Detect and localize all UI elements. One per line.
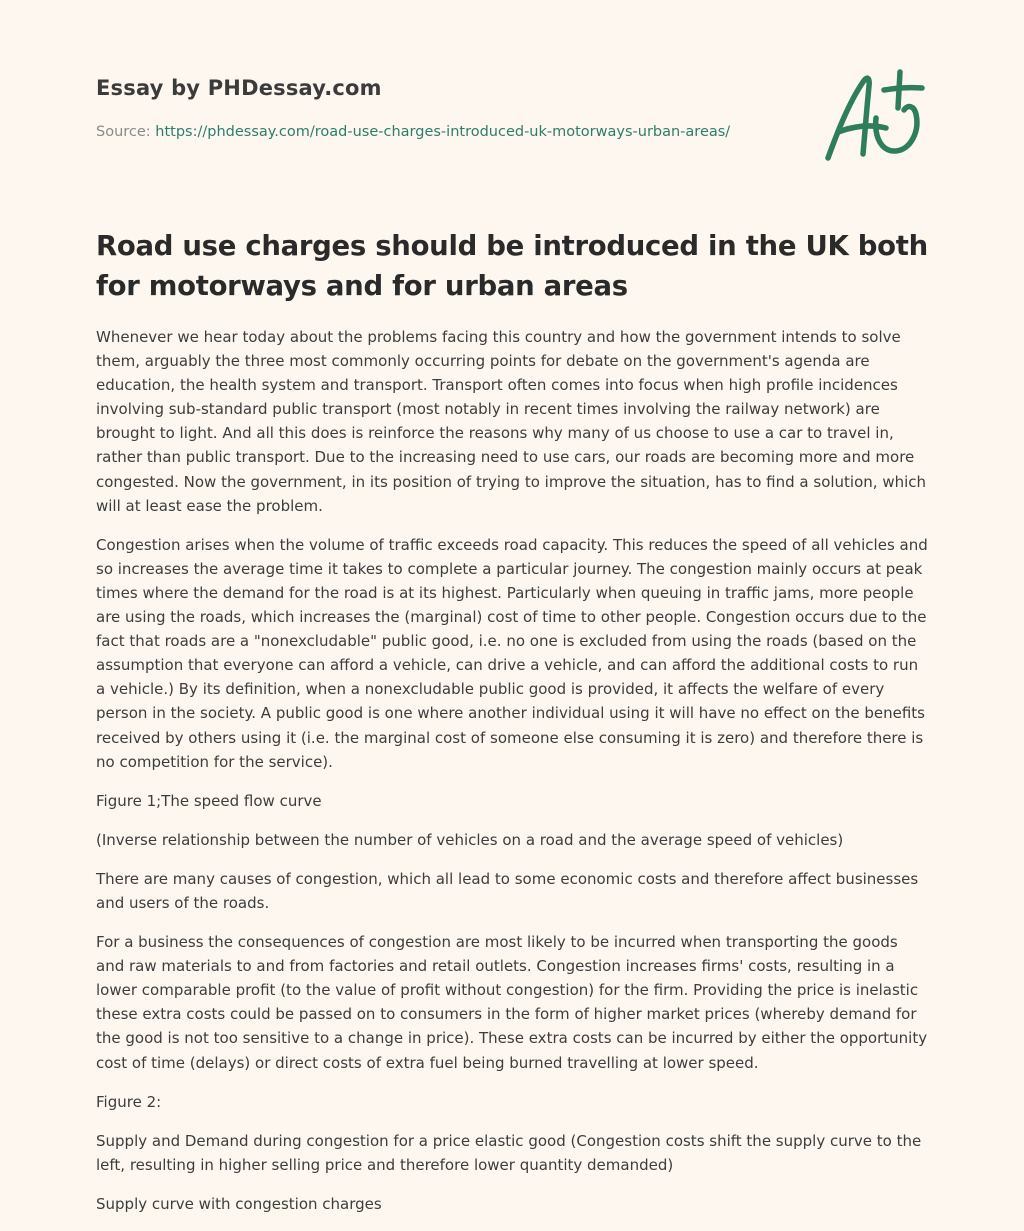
paragraph: Congestion arises when the volume of traffic exceeds road capacity. This reduces the speed of all vehicles and so increases the average time it takes to complete a particular journey. The congestion mainly occurs at peak times where the demand for the road is at its highest. Particularly when queuing in traffic jams, more people are using the roads, which increases the (marginal) cost of time to other people. Congestion occurs due to the fact that roads are a "nonexcludable" public good, i.e. no one is excluded from using the roads (based on the assumption that everyone can afford a vehicle, can drive a vehicle, and can afford the additional costs to run a vehicle.) By its definition, when a nonexcludable public good is provided, it affects the welfare of every person in the society. A public good is one where another individual using it will have no effect on the benefits received by others using it (i.e. the marginal cost of someone else consuming it is zero) and therefore there is no competition for the service). — [96, 535, 928, 771]
essay-header — [96, 76, 796, 140]
source-link[interactable]: https://phdessay.com/road-use-charges-introduced-uk-motorways-urban-areas/ — [155, 124, 731, 140]
figure-caption: Figure 2: — [96, 1092, 162, 1111]
essay-title: Road use charges should be introduced in the UK both for motorways and for urban areas — [96, 230, 928, 302]
brand-title: Essay by PHDessay.com — [96, 76, 382, 100]
paragraph: Supply curve with congestion charges — [96, 1194, 382, 1213]
source-label: Source: — [96, 124, 151, 140]
paragraph: There are many causes of congestion, which all lead to some economic costs and therefore affect businesses and users of the roads. — [96, 869, 919, 912]
essay-body — [96, 325, 928, 1231]
paragraph: For a business the consequences of congestion are most likely to be incurred when transporting the goods and raw materials to and from factories and retail outlets. Congestion increases firms' costs, resulting in a lower comparable profit (to the value of profit without congestion) for the firm. Providing the price is inelastic these extra costs could be passed on to consumers in the form of higher market prices (whereby demand for the good is not too sensitive to a change in price). These extra costs can be incurred by either the opportunity cost of time (delays) or direct costs of extra fuel being burned travelling at lower speed. — [96, 933, 928, 1072]
figure-caption: Figure 1;The speed flow curve — [96, 791, 322, 810]
figure-description: (Inverse relationship between the number of vehicles on a road and the average speed of vehicles) — [96, 830, 844, 849]
a-plus-grade-icon — [818, 66, 934, 166]
paragraph: Whenever we hear today about the problems facing this country and how the government intends to solve them, arguably the three most commonly occurring points for debate on the government's agenda are education, the health system and transport. Transport often comes into focus when high profile incidences involving sub-standard public transport (most notably in recent times involving the railway network) are brought to light. And all this does is reinforce the reasons why many of us choose to use a car to travel in, rather than public transport. Due to the increasing need to use cars, our roads are becoming more and more congested. Now the government, in its position of trying to improve the situation, has to find a solution, which will at least ease the problem. — [96, 328, 927, 515]
figure-description: Supply and Demand during congestion for a price elastic good (Congestion costs shift the supply curve to the left, resulting in higher selling price and therefore lower quantity demanded) — [96, 1131, 922, 1174]
source-line — [96, 124, 796, 140]
